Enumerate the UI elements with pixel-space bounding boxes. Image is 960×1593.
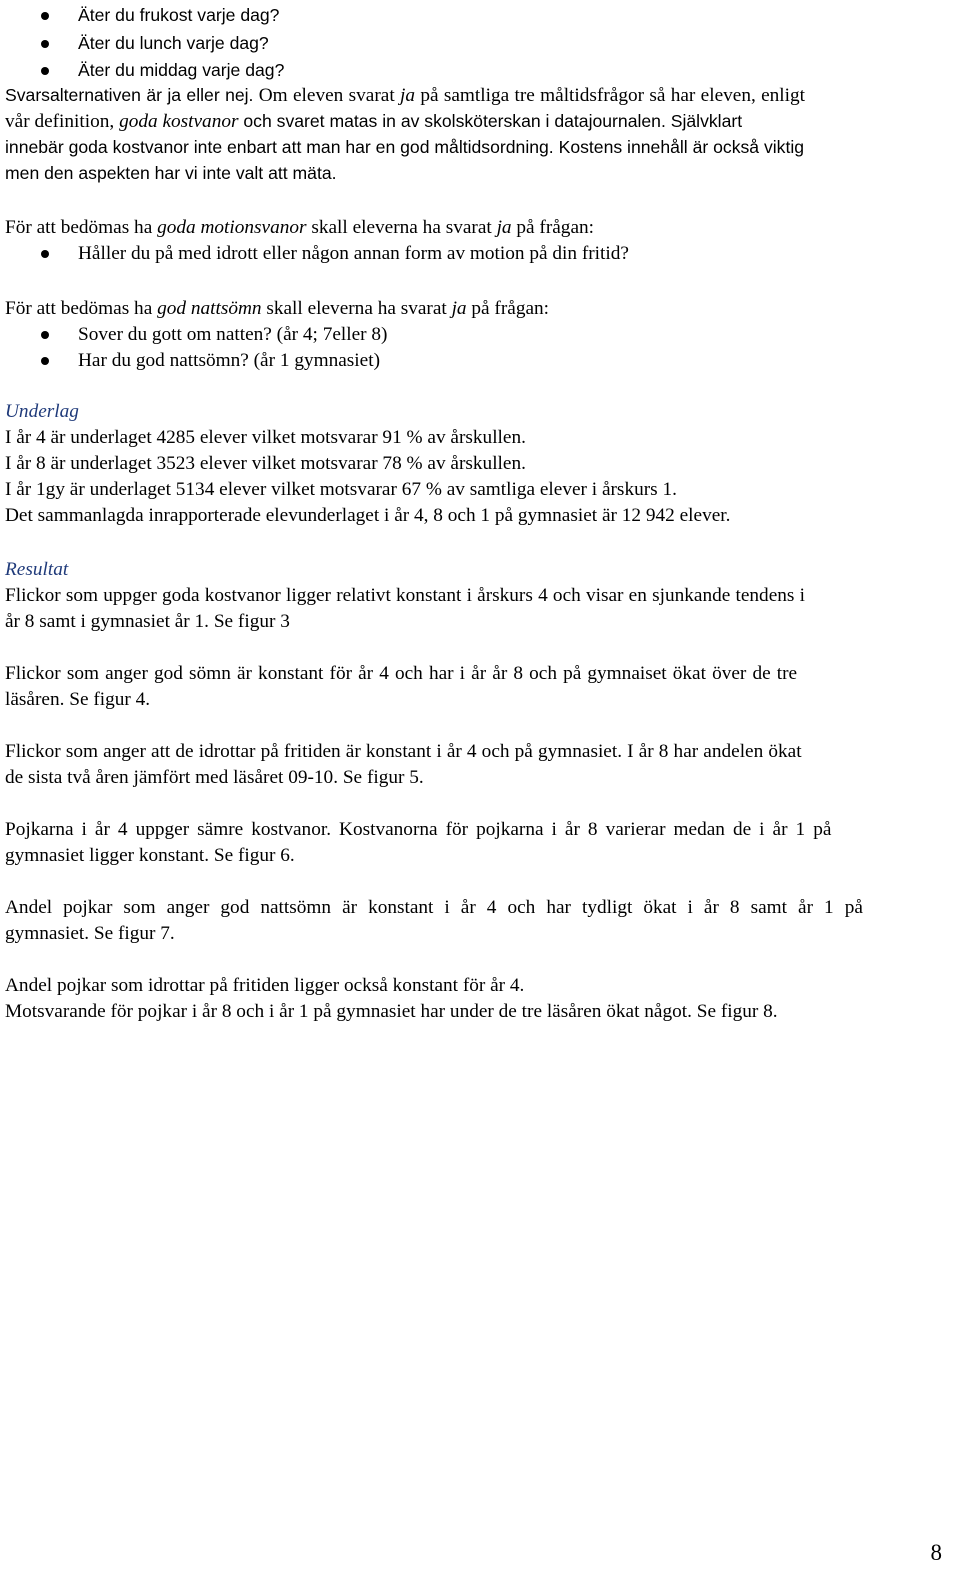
sleep-intro: För att bedömas ha god nattsömn skall eleverna ha svarat ja på frågan: bbox=[5, 298, 550, 319]
resultat-p5-line2: gymnasiet. Se figur 7. bbox=[5, 923, 175, 944]
bullet-lunch: Äter du lunch varje dag? bbox=[78, 33, 269, 53]
definition-line-4: men den aspekten har vi inte valt att mäta. bbox=[5, 163, 337, 183]
bullet-dot bbox=[41, 331, 49, 339]
motion-intro: För att bedömas ha goda motionsvanor skall eleverna ha svarat ja på frågan: bbox=[5, 217, 594, 238]
definition-line-3: innebär goda kostvanor inte enbart att man har en god måltidsordning. Kostens innehåll är också viktig bbox=[5, 137, 805, 157]
underlag-line: Det sammanlagda inrapporterade elevunderlaget i år 4, 8 och 1 på gymnasiet är 12 942 elever. bbox=[5, 505, 731, 526]
resultat-heading: Resultat bbox=[5, 559, 69, 580]
underlag-heading: Underlag bbox=[5, 401, 79, 422]
resultat-p6-line1: Andel pojkar som idrottar på fritiden ligger också konstant för år 4. bbox=[5, 975, 525, 996]
bullet-dot bbox=[41, 40, 49, 48]
page-number: 8 bbox=[930, 1540, 942, 1565]
bullet-dot bbox=[41, 67, 49, 75]
bullet-motion-question: Håller du på med idrott eller någon annan form av motion på din fritid? bbox=[78, 243, 629, 264]
bullet-dot bbox=[41, 357, 49, 365]
resultat-p2-line2: läsåren. Se figur 4. bbox=[5, 689, 151, 710]
bullet-sleep-question-1: Sover du gott om natten? (år 4; 7eller 8) bbox=[78, 324, 388, 345]
bullet-sleep-question-2: Har du god nattsömn? (år 1 gymnasiet) bbox=[78, 350, 380, 371]
bullet-dot bbox=[41, 12, 49, 20]
resultat-p5-line1: Andel pojkar som anger god nattsömn är konstant i år 4 och har tydligt ökat i år 8 samt år 1 på bbox=[5, 897, 863, 918]
resultat-p3-line2: de sista två åren jämfört med läsåret 09-10. Se figur 5. bbox=[5, 767, 424, 788]
underlag-line: I år 1gy är underlaget 5134 elever vilket motsvarar 67 % av samtliga elever i årskurs 1. bbox=[5, 479, 677, 500]
underlag-line: I år 4 är underlaget 4285 elever vilket motsvarar 91 % av årskullen. bbox=[5, 427, 526, 448]
definition-line-1: Svarsalternativen är ja eller nej. Om eleven svarat ja på samtliga tre måltidsfrågor så har eleven, enligt bbox=[5, 85, 806, 106]
resultat-p4-line2: gymnasiet ligger konstant. Se figur 6. bbox=[5, 845, 295, 866]
bullet-dot bbox=[41, 250, 49, 258]
bullet-breakfast: Äter du frukost varje dag? bbox=[78, 5, 280, 25]
resultat-p1-line2: år 8 samt i gymnasiet år 1. Se figur 3 bbox=[5, 611, 290, 632]
definition-line-2: vår definition, goda kostvanor och svaret matas in av skolsköterskan i datajournalen. Självklart bbox=[5, 111, 743, 132]
resultat-p3-line1: Flickor som anger att de idrottar på fritiden är konstant i år 4 och på gymnasiet. I år 8 har andelen ökat bbox=[5, 741, 802, 762]
underlag-line: I år 8 är underlaget 3523 elever vilket motsvarar 78 % av årskullen. bbox=[5, 453, 526, 474]
resultat-p6-line2: Motsvarande för pojkar i år 8 och i år 1 på gymnasiet har under de tre läsåren ökat något. Se figur 8. bbox=[5, 1001, 778, 1022]
bullet-dinner: Äter du middag varje dag? bbox=[78, 60, 285, 80]
resultat-p4-line1: Pojkarna i år 4 uppger sämre kostvanor. Kostvanorna för pojkarna i år 8 varierar medan de i år 1 på bbox=[5, 819, 832, 840]
resultat-p2-line1: Flickor som anger god sömn är konstant för år 4 och har i år år 8 och på gymnaiset ökat över de tre bbox=[5, 663, 798, 684]
resultat-p1-line1: Flickor som uppger goda kostvanor ligger relativt konstant i årskurs 4 och visar en sjunkande tendens i bbox=[5, 585, 805, 606]
